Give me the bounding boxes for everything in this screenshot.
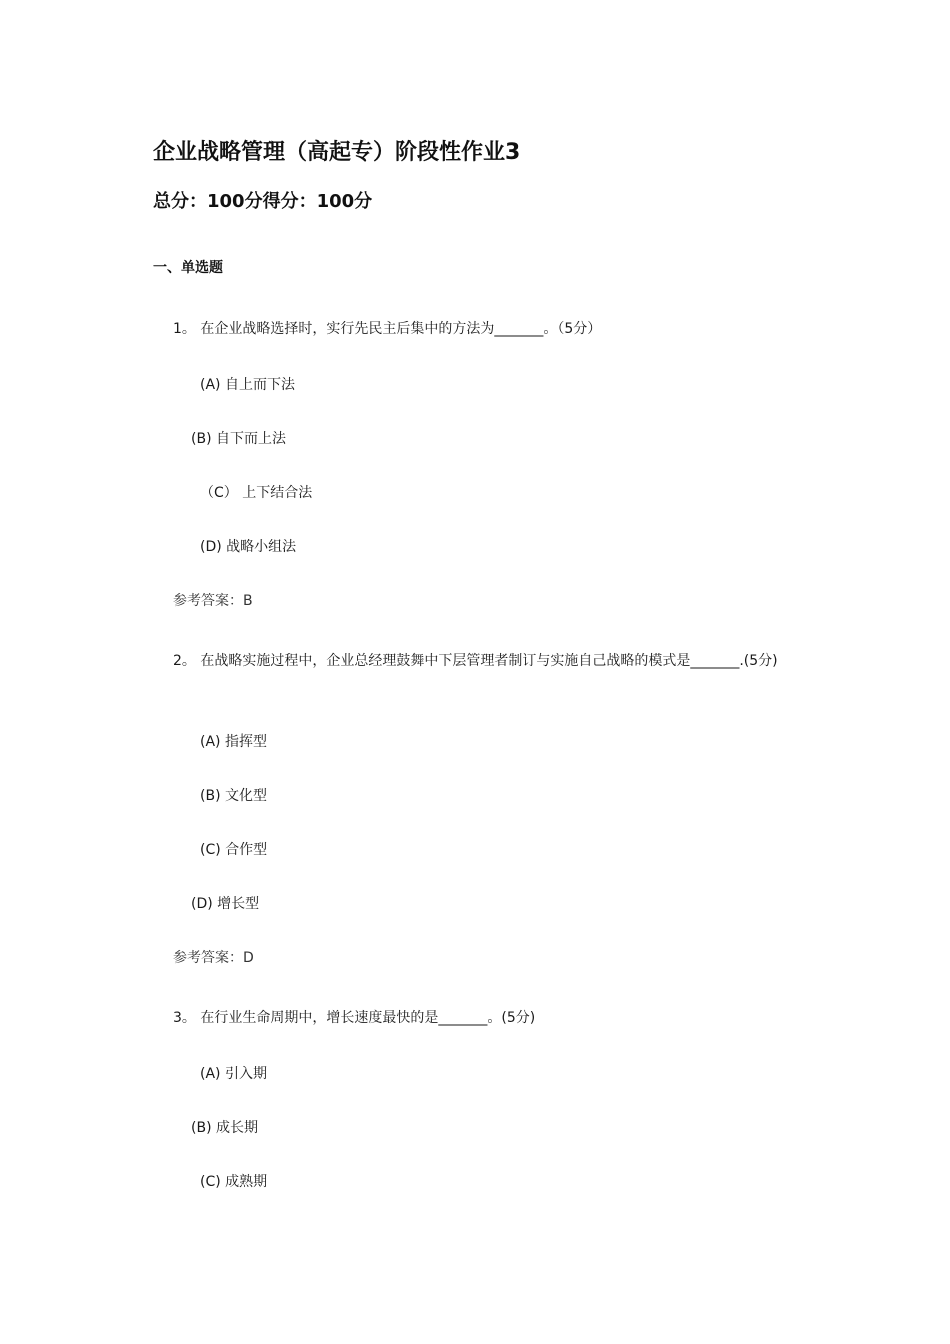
question-1-option-a: (A) 自上而下法 — [200, 377, 295, 393]
section-heading: 一、单选题 — [153, 260, 223, 276]
question-1-option-c: （C） 上下结合法 — [200, 485, 313, 501]
question-3-option-a: (A) 引入期 — [200, 1066, 267, 1082]
page-title: 企业战略管理（高起专）阶段性作业3 — [153, 140, 521, 165]
question-2-answer: 参考答案：D — [173, 950, 254, 966]
question-1-text: 1。 在企业战略选择时，实行先民主后集中的方法为_______。（5分） — [173, 321, 602, 337]
question-2-option-b: (B) 文化型 — [200, 788, 267, 804]
question-2-option-a: (A) 指挥型 — [200, 734, 267, 750]
score-line: 总分：100分得分：100分 — [153, 191, 373, 212]
question-3-text: 3。 在行业生命周期中，增长速度最快的是_______。(5分) — [173, 1010, 536, 1026]
question-3-option-c: (C) 成熟期 — [200, 1174, 268, 1190]
question-1-option-d: (D) 战略小组法 — [200, 539, 297, 555]
question-2-text: 2。 在战略实施过程中，企业总经理鼓舞中下层管理者制订与实施自己战略的模式是_______.(5分) — [173, 653, 778, 669]
question-2-option-c: (C) 合作型 — [200, 842, 268, 858]
question-1-option-b: (B) 自下而上法 — [191, 431, 286, 447]
question-3-option-b: (B) 成长期 — [191, 1120, 258, 1136]
question-1-answer: 参考答案：B — [173, 593, 253, 609]
question-2-option-d: (D) 增长型 — [191, 896, 260, 912]
